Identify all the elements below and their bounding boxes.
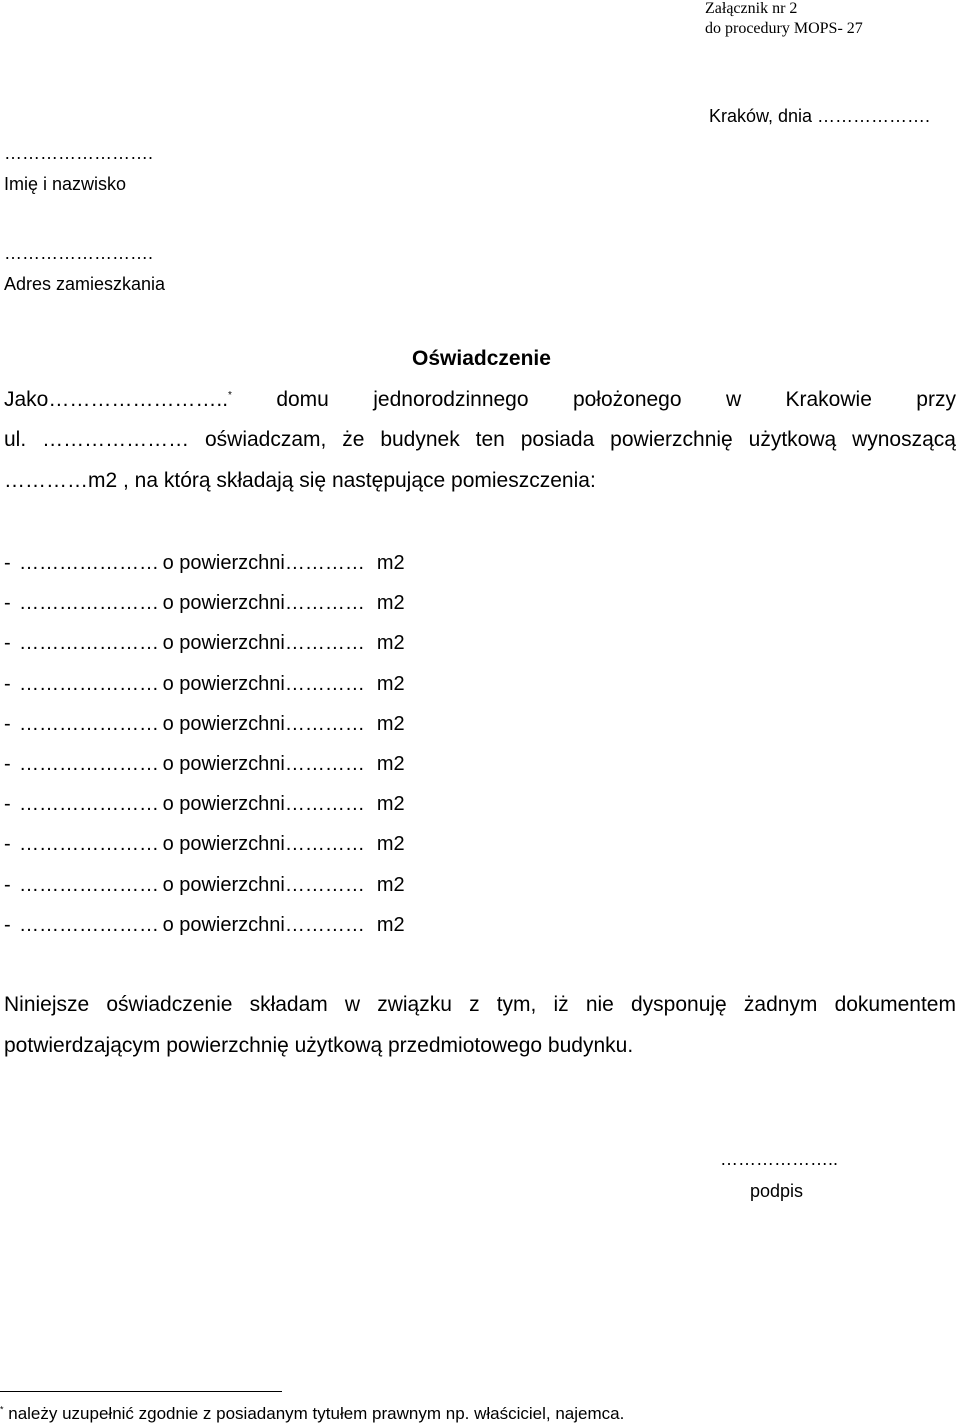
room-name-fill-line: ………………… bbox=[19, 833, 159, 856]
room-dash: - bbox=[4, 752, 11, 775]
declaration-word: żadnym bbox=[743, 993, 818, 1016]
declaration-line-1 bbox=[4, 993, 956, 1017]
room-dash: - bbox=[4, 672, 11, 695]
statement-word: posiada bbox=[520, 428, 595, 451]
room-area-label: o powierzchni bbox=[162, 712, 285, 735]
room-area-label: o powierzchni bbox=[162, 632, 285, 655]
room-area-unit: m2 bbox=[376, 752, 405, 775]
room-dash: - bbox=[4, 632, 11, 655]
room-dash: - bbox=[4, 712, 11, 735]
room-dash: - bbox=[4, 913, 11, 936]
room-name-fill-line: ………………… bbox=[19, 552, 159, 574]
signature-label: podpis bbox=[750, 1181, 804, 1201]
statement-word: wynoszącą bbox=[852, 428, 956, 451]
statement-word: ul. bbox=[4, 428, 27, 451]
statement-word: powierzchnię bbox=[610, 428, 733, 451]
declaration-word: w bbox=[344, 993, 361, 1016]
statement-word: budynek bbox=[380, 428, 460, 451]
declaration-word: dokumentem bbox=[834, 993, 956, 1016]
room-name-fill-line: ………………… bbox=[19, 793, 159, 816]
room-area-fill-line: ………… bbox=[284, 752, 365, 775]
room-area-label: o powierzchni bbox=[162, 833, 285, 856]
room-area-unit: m2 bbox=[376, 592, 405, 615]
name-fill-line: ……………………. bbox=[4, 143, 154, 163]
statement-word: domu bbox=[276, 388, 329, 411]
declaration-word: z bbox=[469, 993, 480, 1016]
room-row bbox=[4, 873, 405, 913]
declaration-word: związku bbox=[377, 993, 452, 1016]
footnote-text: należy uzupełnić zgodnie z posiadanym tytułem prawnym np. właściciel, najemca. bbox=[3, 1404, 625, 1423]
room-area-fill-line: ………… bbox=[284, 873, 365, 896]
declaration-word: nie bbox=[585, 993, 614, 1016]
procedure-label: do procedury MOPS- 27 bbox=[705, 20, 863, 37]
room-dash: - bbox=[4, 873, 11, 896]
footnote-marker: * bbox=[228, 390, 232, 401]
room-dash: - bbox=[4, 592, 11, 615]
room-area-fill-line: ………… bbox=[284, 712, 365, 735]
room-row bbox=[4, 913, 405, 953]
address-fill-line: ……………………. bbox=[4, 243, 154, 263]
room-area-label: o powierzchni bbox=[162, 752, 285, 775]
room-area-label: o powierzchni bbox=[162, 913, 285, 936]
statement-word: w bbox=[725, 388, 742, 411]
room-row bbox=[4, 792, 405, 832]
statement-word: położonego bbox=[572, 388, 682, 411]
statement-word: Krakowie bbox=[785, 388, 872, 411]
footnote-divider bbox=[0, 1391, 282, 1392]
room-area-fill-line: ………… bbox=[284, 592, 365, 615]
room-area-fill-line: ………… bbox=[284, 552, 365, 574]
statement-line-2 bbox=[4, 428, 956, 452]
room-area-fill-line: ………… bbox=[284, 913, 365, 936]
room-area-unit: m2 bbox=[376, 793, 405, 816]
declaration-word: Niniejsze bbox=[4, 993, 90, 1016]
room-name-fill-line: ………………… bbox=[19, 712, 159, 735]
room-name-fill-line: ………………… bbox=[19, 592, 159, 615]
room-name-fill-line: ………………… bbox=[19, 672, 159, 695]
room-area-unit: m2 bbox=[376, 712, 405, 735]
room-row bbox=[4, 591, 405, 631]
footnote bbox=[0, 1404, 624, 1424]
room-area-unit: m2 bbox=[376, 672, 405, 695]
room-name-fill-line: ………………… bbox=[19, 873, 159, 896]
name-label: Imię i nazwisko bbox=[4, 174, 127, 194]
room-row bbox=[4, 672, 405, 712]
annex-label: Załącznik nr 2 bbox=[705, 0, 798, 17]
room-area-unit: m2 bbox=[376, 632, 405, 655]
room-name-fill-line: ………………… bbox=[19, 752, 159, 775]
declaration-word: iż bbox=[553, 993, 569, 1016]
statement-line-3: …………m2 , na którą składają się następujące pomieszczenia: bbox=[4, 469, 596, 492]
declaration-word: składam bbox=[249, 993, 328, 1016]
statement-line-1 bbox=[4, 388, 956, 412]
statement-word: użytkową bbox=[748, 428, 837, 451]
room-row bbox=[4, 712, 405, 752]
room-area-unit: m2 bbox=[376, 833, 405, 856]
address-label: Adres zamieszkania bbox=[4, 274, 166, 294]
statement-word: przy bbox=[916, 388, 956, 411]
room-area-fill-line: ………… bbox=[284, 793, 365, 816]
statement-word: ten bbox=[475, 428, 505, 451]
statement-word: jednorodzinnego bbox=[373, 388, 529, 411]
room-area-label: o powierzchni bbox=[162, 873, 285, 896]
declaration-word: dysponuję bbox=[631, 993, 727, 1016]
statement-word: oświadczam, bbox=[204, 428, 327, 451]
room-area-label: o powierzchni bbox=[162, 552, 285, 574]
room-dash: - bbox=[4, 833, 11, 856]
signature-fill-line: ……………….. bbox=[720, 1149, 839, 1169]
room-row bbox=[4, 752, 405, 792]
footnote-marker: * bbox=[0, 1404, 4, 1415]
room-area-fill-line: ………… bbox=[284, 632, 365, 655]
room-row bbox=[4, 832, 405, 872]
room-area-label: o powierzchni bbox=[162, 592, 285, 615]
room-dash: - bbox=[4, 793, 11, 816]
room-area-unit: m2 bbox=[376, 873, 405, 896]
room-dash: - bbox=[4, 552, 11, 574]
room-area-label: o powierzchni bbox=[162, 793, 285, 816]
room-row bbox=[4, 551, 405, 591]
room-name-fill-line: ………………… bbox=[19, 913, 159, 936]
declaration-word: oświadczenie bbox=[106, 993, 233, 1016]
statement-word: ………………… bbox=[42, 428, 190, 451]
room-area-fill-line: ………… bbox=[284, 833, 365, 856]
room-area-unit: m2 bbox=[376, 552, 405, 574]
declaration-word: tym, bbox=[496, 993, 537, 1016]
room-area-label: o powierzchni bbox=[162, 672, 285, 695]
statement-word: Jako……………………..* bbox=[4, 388, 232, 411]
statement-word: że bbox=[342, 428, 365, 451]
room-area-unit: m2 bbox=[376, 913, 405, 936]
room-area-fill-line: ………… bbox=[284, 672, 365, 695]
document-title: Oświadczenie bbox=[412, 347, 551, 370]
room-name-fill-line: ………………… bbox=[19, 632, 159, 655]
room-row bbox=[4, 631, 405, 671]
place-date-field: Kraków, dnia ………………. bbox=[709, 106, 931, 126]
declaration-line-2: potwierdzającym powierzchnię użytkową przedmiotowego budynku. bbox=[4, 1034, 634, 1057]
room-list bbox=[4, 551, 405, 953]
